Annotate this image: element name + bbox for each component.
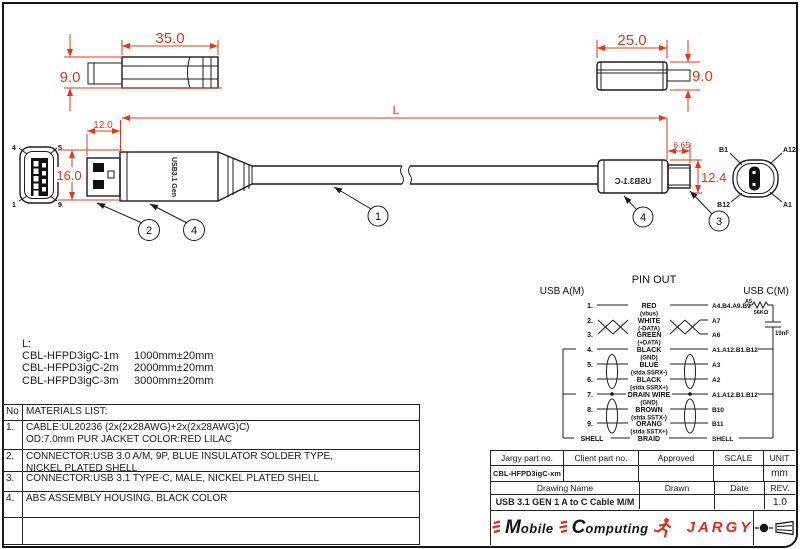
callouts <box>97 187 729 241</box>
part-number: CBL-HFPD3igC-1m <box>22 350 119 363</box>
pin-2-right: A7 <box>712 318 721 325</box>
part-length: 2000mm±20mm <box>134 362 214 375</box>
usb-a-pin-5: 5 <box>58 145 62 152</box>
pinout-title: PIN OUT <box>631 274 677 286</box>
usb-c-side-dimensions <box>597 32 713 112</box>
part-length: 3000mm±20mm <box>134 374 214 387</box>
client-part-value <box>563 466 638 481</box>
wire-9-signal: (stda SSTX+) <box>630 429 668 436</box>
drawn-value <box>639 495 714 509</box>
pin-7-right: A1.A12.B1.B12 <box>712 392 758 399</box>
materials-row-desc: ABS ASSEMBLY HOUSING, BLACK COLOR <box>23 491 419 517</box>
materials-row-no: 3. <box>4 471 23 491</box>
scale-value <box>713 466 763 481</box>
callout-plug-c: 3 <box>715 216 723 228</box>
pinout-right-header: USB C(M) <box>743 286 789 297</box>
brand-jargy: JARGY <box>686 519 754 536</box>
usb-c-pin-b1: B1 <box>719 147 728 154</box>
materials-title: MATERIALS LIST: <box>26 406 108 417</box>
pin-6: 6. <box>587 377 593 384</box>
jargy-part-value: CBL-HFPD3igC-xm <box>493 469 561 478</box>
materials-no-header: No <box>4 405 23 420</box>
speed-stripes-icon <box>558 520 568 536</box>
pinout-diagram <box>540 274 790 443</box>
runner-icon <box>653 517 673 539</box>
materials-row-no: 4. <box>4 491 23 517</box>
part-length: 1000mm±20mm <box>134 350 214 363</box>
wire-5-signal: (stda SSRX-) <box>630 370 668 377</box>
materials-row-empty <box>4 517 23 544</box>
pin-7: 7. <box>587 392 593 399</box>
pin-9: 9. <box>587 421 593 428</box>
projection-cell <box>753 510 796 545</box>
brand-computing: C omputing <box>571 516 649 538</box>
unit-label: UNIT <box>763 451 795 465</box>
usb-a-pin-1: 1 <box>12 202 16 209</box>
pin-shell: SHELL <box>580 436 604 443</box>
usb-a-pin-4: 4 <box>12 145 16 152</box>
client-part-label: Client part no. <box>563 451 638 465</box>
pin-3-right: A6 <box>712 332 721 339</box>
pin-9-right: B11 <box>712 421 724 428</box>
callout-cable: 1 <box>374 211 382 223</box>
drawn-label: Drawn <box>639 482 714 494</box>
date-label: Date <box>714 482 764 494</box>
usb-c-pin-a12: A12 <box>783 147 796 154</box>
materials-row-empty <box>23 517 419 544</box>
length-row <box>22 375 213 387</box>
usb-c-side-view <box>597 62 690 90</box>
wire-8-signal: (stda SSTX-) <box>631 415 667 422</box>
brand-mobile: M obile <box>505 516 554 538</box>
wire-7-color: DRAIN WIRE <box>627 392 671 399</box>
approved-value <box>638 466 713 481</box>
materials-row-desc: CONNECTOR:USB 3.0 A/M, 9P, BLUE INSULATOR SOLDER TYPE, NICKEL PLATED SHELL <box>23 449 419 471</box>
usb-c-housing-print: USB3.1-C <box>614 177 652 186</box>
speed-stripes-icon <box>491 520 501 536</box>
dim-12-4: 12.4 <box>701 170 727 185</box>
pin-8: 8. <box>587 407 593 414</box>
length-row <box>22 350 213 362</box>
pin-4: 4. <box>587 347 593 354</box>
pin-5: 5. <box>587 362 593 369</box>
length-table-label: L: <box>22 338 32 350</box>
unit-value: mm <box>763 466 795 481</box>
rev-value: 1.0 <box>764 495 795 509</box>
usb-a-side-dimensions <box>60 30 222 111</box>
pin-3: 3. <box>587 332 593 339</box>
dim-12: 12.0 <box>93 120 113 131</box>
pin-shell-right: SHELL <box>712 436 734 443</box>
resistor-pin: A5 <box>744 299 752 305</box>
cable-assembly <box>87 152 690 201</box>
capacitor-value: 10nF <box>775 331 790 337</box>
logo-strip <box>490 510 795 545</box>
pin-8-right: B10 <box>712 407 724 414</box>
rev-label: REV. <box>764 482 795 494</box>
wire-4-signal: (GND) <box>640 355 658 362</box>
materials-list-table <box>3 404 420 545</box>
dim-16: 16.0 <box>56 168 82 183</box>
pin-1: 1. <box>587 303 593 310</box>
wire-5-color: BLUE <box>639 362 659 369</box>
usb-a-housing-print: USB3.1 Gen <box>170 156 177 198</box>
wire-4-color: BLACK <box>636 347 662 354</box>
approved-label: Approved <box>638 451 713 465</box>
wire-9-color: ORANG <box>635 421 663 428</box>
wire-6-signal: (stda SSRX+) <box>630 385 668 392</box>
wire-2-color: WHITE <box>637 318 661 325</box>
pinout-left-header: USB A(M) <box>539 286 585 297</box>
length-table <box>22 338 213 387</box>
wire-8-color: BROWN <box>635 407 663 414</box>
scale-label: SCALE <box>713 451 763 465</box>
drawing-name-label: Drawing Name <box>536 483 594 493</box>
length-row <box>22 362 213 374</box>
materials-row-desc: CONNECTOR:USB 3.1 TYPE-C, MALE, NICKEL PLATED SHELL <box>23 471 419 491</box>
wire-3-color: GREEN <box>636 332 662 339</box>
part-number: CBL-HFPD3igC-2m <box>22 362 119 375</box>
wire-6-color: BLACK <box>636 377 662 384</box>
title-block <box>490 450 795 511</box>
wire-1-color: RED <box>641 303 657 310</box>
pin-1-right: A4.B4.A9.B9 <box>712 303 751 310</box>
wire-1-signal: (vbus) <box>640 311 658 318</box>
dim-25: 25.0 <box>617 32 647 49</box>
wire-braid: BRAID <box>637 436 661 443</box>
materials-row-desc: CABLE:UL20236 (2x(2x28AWG)+2x(2x28AWG)C) OD:7.0mm PUR JACKET COLOR:RED LILAC <box>23 420 419 449</box>
drawing-name-value: USB 3.1 GEN 1 A to C Cable M/M <box>495 497 635 507</box>
brand-logos <box>491 510 753 545</box>
materials-row-no: 2. <box>4 449 23 471</box>
wire-3-signal: (+DATA) <box>637 340 661 347</box>
wire-2-signal: (-DATA) <box>638 326 660 333</box>
pin-6-right: A2 <box>712 377 721 384</box>
usb-c-pin-a1: A1 <box>783 202 792 209</box>
usb-c-pin-b12: B12 <box>717 202 730 209</box>
callout-plug-a: 2 <box>145 225 153 237</box>
dim-9-right: 9.0 <box>692 68 713 85</box>
materials-row-no: 1. <box>4 420 23 449</box>
third-angle-projection-icon <box>754 518 796 538</box>
pin-5-right: A3 <box>712 362 721 369</box>
dim-L: L <box>392 103 400 117</box>
dim-35: 35.0 <box>155 30 185 47</box>
usb-a-pin-9: 9 <box>58 202 62 209</box>
jargy-part-label: Jargy part no. <box>501 453 553 463</box>
usb-c-front-view <box>717 147 796 209</box>
resistor-value: 56KΩ <box>753 310 769 316</box>
callout-overmold-a: 4 <box>190 225 198 237</box>
date-value <box>714 495 764 509</box>
pin-4-right: A1.A12.B1.B12 <box>712 347 758 354</box>
pin-2: 2. <box>587 318 593 325</box>
part-number: CBL-HFPD3igC-3m <box>22 374 119 387</box>
usb-a-side-view <box>88 57 218 88</box>
callout-overmold-c: 4 <box>639 212 647 224</box>
dim-6-65: 6.65 <box>673 140 690 150</box>
dim-9-left: 9.0 <box>59 69 81 86</box>
wire-7-signal: (GND) <box>640 400 658 407</box>
